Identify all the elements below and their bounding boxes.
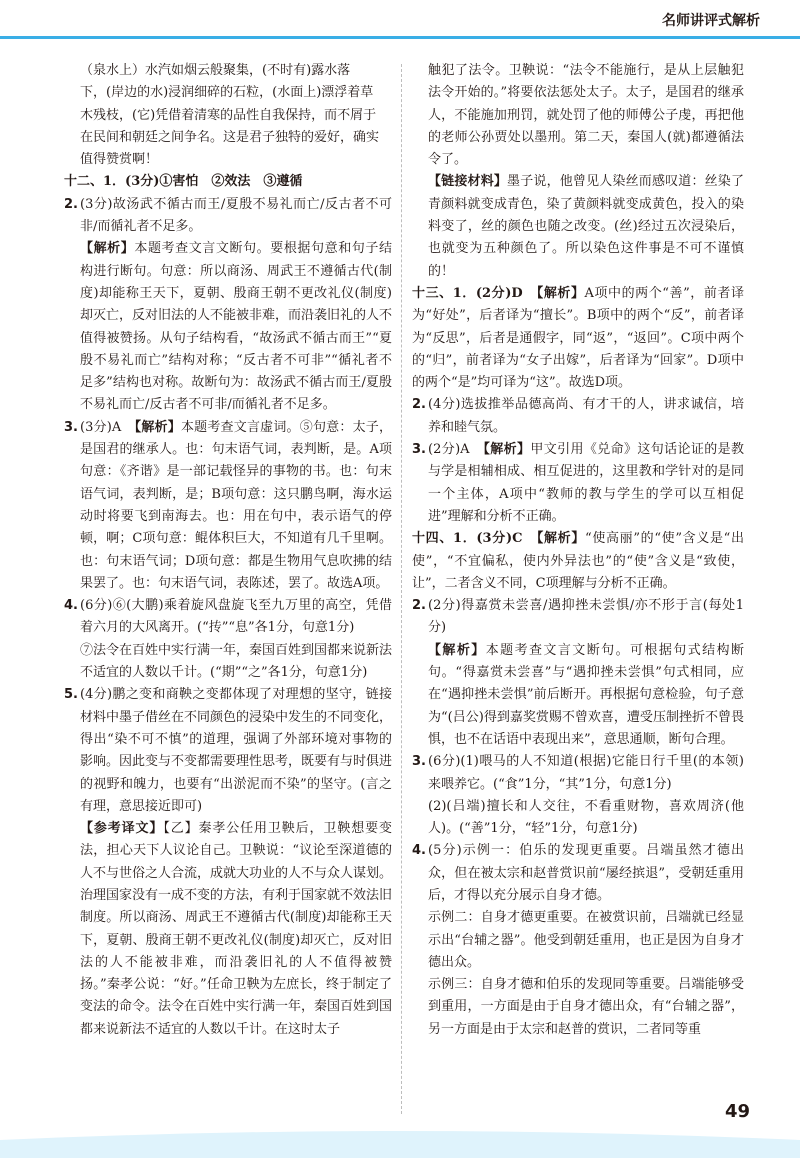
answer-number: 4. [64, 598, 78, 614]
analysis-text: 本题考查文言虚词。⑤句意：太子，是国君的继承人。也：句末语气词，表判断，是。A项句意：《齐谐》是一部记载怪异的事物的书。也：句末语气词，表判断，是；B项句意：这只鹏鸟啊，海水运动时将要飞到南海去。也：用在句中，表示语气的停顿，啊；C项句意：鲲体积巨大，不知道有几千里啊。也：句末语气词；D项句意：都是生物用气息吹拂的结果罢了。也：句末语气词，表陈述，罢了。故选A项。 [80, 419, 392, 591]
analysis-tag: 【解析】 [80, 241, 135, 257]
analysis-text: “使高丽”的“使”含义是“出使”，“不宜偏私，使内外异法也”的“使”含义是“致使，让”，二者含义不同，C项理解与分析不正确。 [412, 531, 744, 591]
answer-3 [64, 417, 392, 595]
answer-text: (3分)故汤武不循古而王/夏殷不易礼而亡/反古者不可非/而循礼者不足多。 [80, 196, 392, 235]
analysis-paragraph [80, 238, 392, 416]
right-column [412, 60, 744, 1041]
answer-text: (4分)鹏之变和商鞅之变都体现了对理想的坚守，链接材料中墨子借丝在不同颜色的浸染中发生的不同变化，得出“染不可不慎”的道理，强调了外部环境对事物的影响。因此变与不变都需要理性思考，既要有与时俱进的视野和魄力，也要有“出淤泥而不染”的坚守。(言之有理，意思接近即可) [80, 687, 393, 814]
answer-number: 3. [412, 754, 426, 770]
page-number: 49 [724, 1101, 750, 1122]
answer-number: 2. [412, 397, 426, 413]
continued-translation-line: 在民间和朝廷之间争名。这是君子独特的爱好，确实 [80, 129, 380, 145]
section-13-head: 十三、1．(2分)D [412, 285, 537, 301]
header-title: 名师讲评式解析 [662, 13, 760, 29]
answer-2 [64, 194, 392, 417]
left-column [64, 60, 392, 1041]
translation-tag: 【参考译文】 [80, 821, 164, 837]
answer-number: 4. [412, 843, 426, 859]
analysis-tag: 【解析】 [428, 642, 486, 658]
link-material-text: 墨子说，他曾见人染丝而感叹道：丝染了青颜料就变成青色，染了黄颜料就变成黄色，投入的染料变了，丝的颜色也随之改变。(丝)经过五次浸染后，也就变为五种颜色了。所以染色这件事是不可不谨慎的！ [428, 174, 744, 279]
section-14-answer-4 [412, 840, 744, 1041]
section-14-answer-3 [412, 751, 744, 840]
answer-text: (2)(吕端)擅长和人交往，不看重财物，喜欢周济(他人)。(“善”1分，“轻”1分，句意1分) [428, 798, 744, 837]
answer-text: (4分)选拔推举品德高尚、有才干的人，讲求诚信，培养和睦气氛。 [428, 397, 744, 435]
section-13-answer-3 [412, 439, 744, 528]
analysis-text: 本题考查文言文断句。可根据句式结构断句。“得嘉赏未尝喜”与“遇抑挫未尝惧”句式相同，应在“遇抑挫未尝惧”前后断开。再根据句意检验，句子意为“(吕公)得到嘉奖赏赐不曾欢喜，遭受压制挫折不曾畏惧，也不在话语中表现出来”，意思通顺，断句合理。 [428, 642, 744, 747]
answer-number: 3. [412, 442, 426, 458]
analysis-text: 甲文引用《兑命》这句话论证的是教与学是相辅相成、相互促进的，这里教和学针对的是同一个主体，A项中“教师的教与学生的学可以互相促进”理解和分析不正确。 [428, 442, 744, 524]
analysis-tag: 【解析】 [536, 285, 585, 301]
answer-choice: (3分)A [80, 419, 135, 435]
analysis-paragraph [428, 439, 744, 528]
link-material [412, 171, 744, 282]
link-material-tag: 【链接材料】 [428, 174, 508, 190]
analysis-tag: 【解析】 [536, 531, 586, 547]
analysis-tag: 【解析】 [483, 442, 531, 458]
header-rule [0, 36, 800, 39]
answer-text: 示例三：自身才德和伯乐的发现同等重要。吕端能够受到重用，一方面是由于自身才德出众，有“台辅之器”，另一方面是由于太宗和赵普的赏识，二者同等重 [428, 977, 744, 1037]
column-divider [401, 64, 402, 1114]
continued-translation-line: 下，(岸边的水)浸润细碎的石粒，(水面上)漂浮着草 [80, 85, 374, 101]
section-14-answer-2 [412, 595, 744, 751]
answer-text: 示例二：自身才德更重要。在被赏识前，吕端就已经显示出“台辅之器”。他受到朝廷重用，也正是因为自身才德出众。 [428, 910, 744, 970]
footer-wave [0, 1118, 800, 1158]
answer-number: 2. [64, 196, 78, 212]
continued-translation-line: 木残枝，(它)凭借着清寒的品性自我保持，而不屑于 [80, 107, 377, 123]
translation-text: 【乙】秦孝公任用卫鞅后，卫鞅想要变法，担心天下人议论自己。卫鞅说：“议论至深道德的人不与世俗之人合流，成就大功业的人不与众人谋划。治理国家没有一成不变的方法，有利于国家就不效法旧制度。所以商汤、周武王不遵循古代(制度)却能称王天下，夏朝、殷商王朝不更改礼仪(制度)却灭亡，反对旧法的人不能被非难，而沿袭旧礼的人不值得被赞扬。”秦孝公说：“好。”任命卫鞅为左庶长，终于制定了变法的命令。法令在百姓中实行满一年，秦国百姓到国都来说新法不适宜的人数以千计。在这时太子 [80, 821, 393, 1037]
analysis-text: 本题考查文言文断句。要根据句意和句子结构进行断句。句意：所以商汤、周武王不遵循古代(制度)却能称王天下，夏朝、殷商王朝不更改礼仪(制度)却灭亡，反对旧法的人不能被非难，而沿袭旧礼的人不值得被赞扬。从句子结构看，“故汤武不循古而王”“夏殷不易礼而亡”结构对称；“反古者不可非”“循礼者不足多”结构也对称。故断句为：故汤武不循古而王/夏殷不易礼而亡/反古者不可非/而循礼者不足多。 [80, 241, 393, 413]
answer-choice: (2分)A [428, 442, 484, 458]
answer-4 [64, 595, 392, 684]
continued-translation: 触犯了法令。卫鞅说：“法令不能施行，是从上层触犯法令开始的。”将要依法惩处太子。太子，是国君的继承人，不能施加刑罚，就处罚了他的师傅公子虔，再把他的老师公孙贾处以墨刑。第二天，秦国人(就)都遵循法令了。 [428, 63, 744, 168]
answer-text: (2分)得嘉赏未尝喜/遇抑挫未尝惧/亦不形于言(每处1分) [428, 598, 744, 636]
section-14-head: 十四、1．(3分)C [412, 531, 537, 547]
answer-text: (6分)(1)喂马的人不知道(根据)它能日行千里(的本领)来喂养它。(“食”1分，“其”1分，句意1分) [428, 754, 744, 792]
continued-translation-line: （泉水上）水汽如烟云般聚集，(不时有)露水落 [80, 63, 351, 78]
reference-translation [64, 818, 392, 1041]
section-13-answer-2 [412, 394, 744, 439]
analysis-paragraph [80, 417, 392, 595]
answer-number: 2. [412, 598, 426, 614]
section-14-answer-1 [412, 528, 744, 595]
answer-5 [64, 684, 392, 818]
section-13-answer-1 [412, 283, 744, 394]
continued-translation-line: 值得赞赏啊！ [80, 152, 159, 168]
analysis-paragraph [428, 640, 744, 751]
answer-text: (6分)⑥(大鹏)乘着旋风盘旋飞至九万里的高空，凭借着六月的大风离开。(“抟”“息”各1分，句意1分) [80, 598, 392, 636]
answer-text: (5分)示例一：伯乐的发现更重要。吕端虽然才德出众，但在被太宗和赵普赏识前“屡经摈退”，受朝廷重用后，才得以充分展示自身才德。 [428, 843, 744, 903]
analysis-text: A项中的两个“善”，前者译为“好处”，后者译为“擅长”。B项中的两个“反”，前者译为“反思”，后者是通假字，同“返”，“返回”。C项中两个的“归”，前者译为“女子出嫁”，后者译为“回家”。D项中的两个“是”均可译为“这”。故选D项。 [412, 285, 744, 391]
answer-number: 3. [64, 419, 78, 435]
answer-text: ⑦法令在百姓中实行满一年，秦国百姓到国都来说新法不适宜的人数以千计。(“期”“之”各1分，句意1分) [80, 642, 393, 681]
answer-number: 5. [64, 687, 78, 703]
analysis-tag: 【解析】 [134, 419, 181, 435]
section-12-answer-1: 十二、1．(3分)①害怕 ②效法 ③遵循 [64, 174, 303, 190]
